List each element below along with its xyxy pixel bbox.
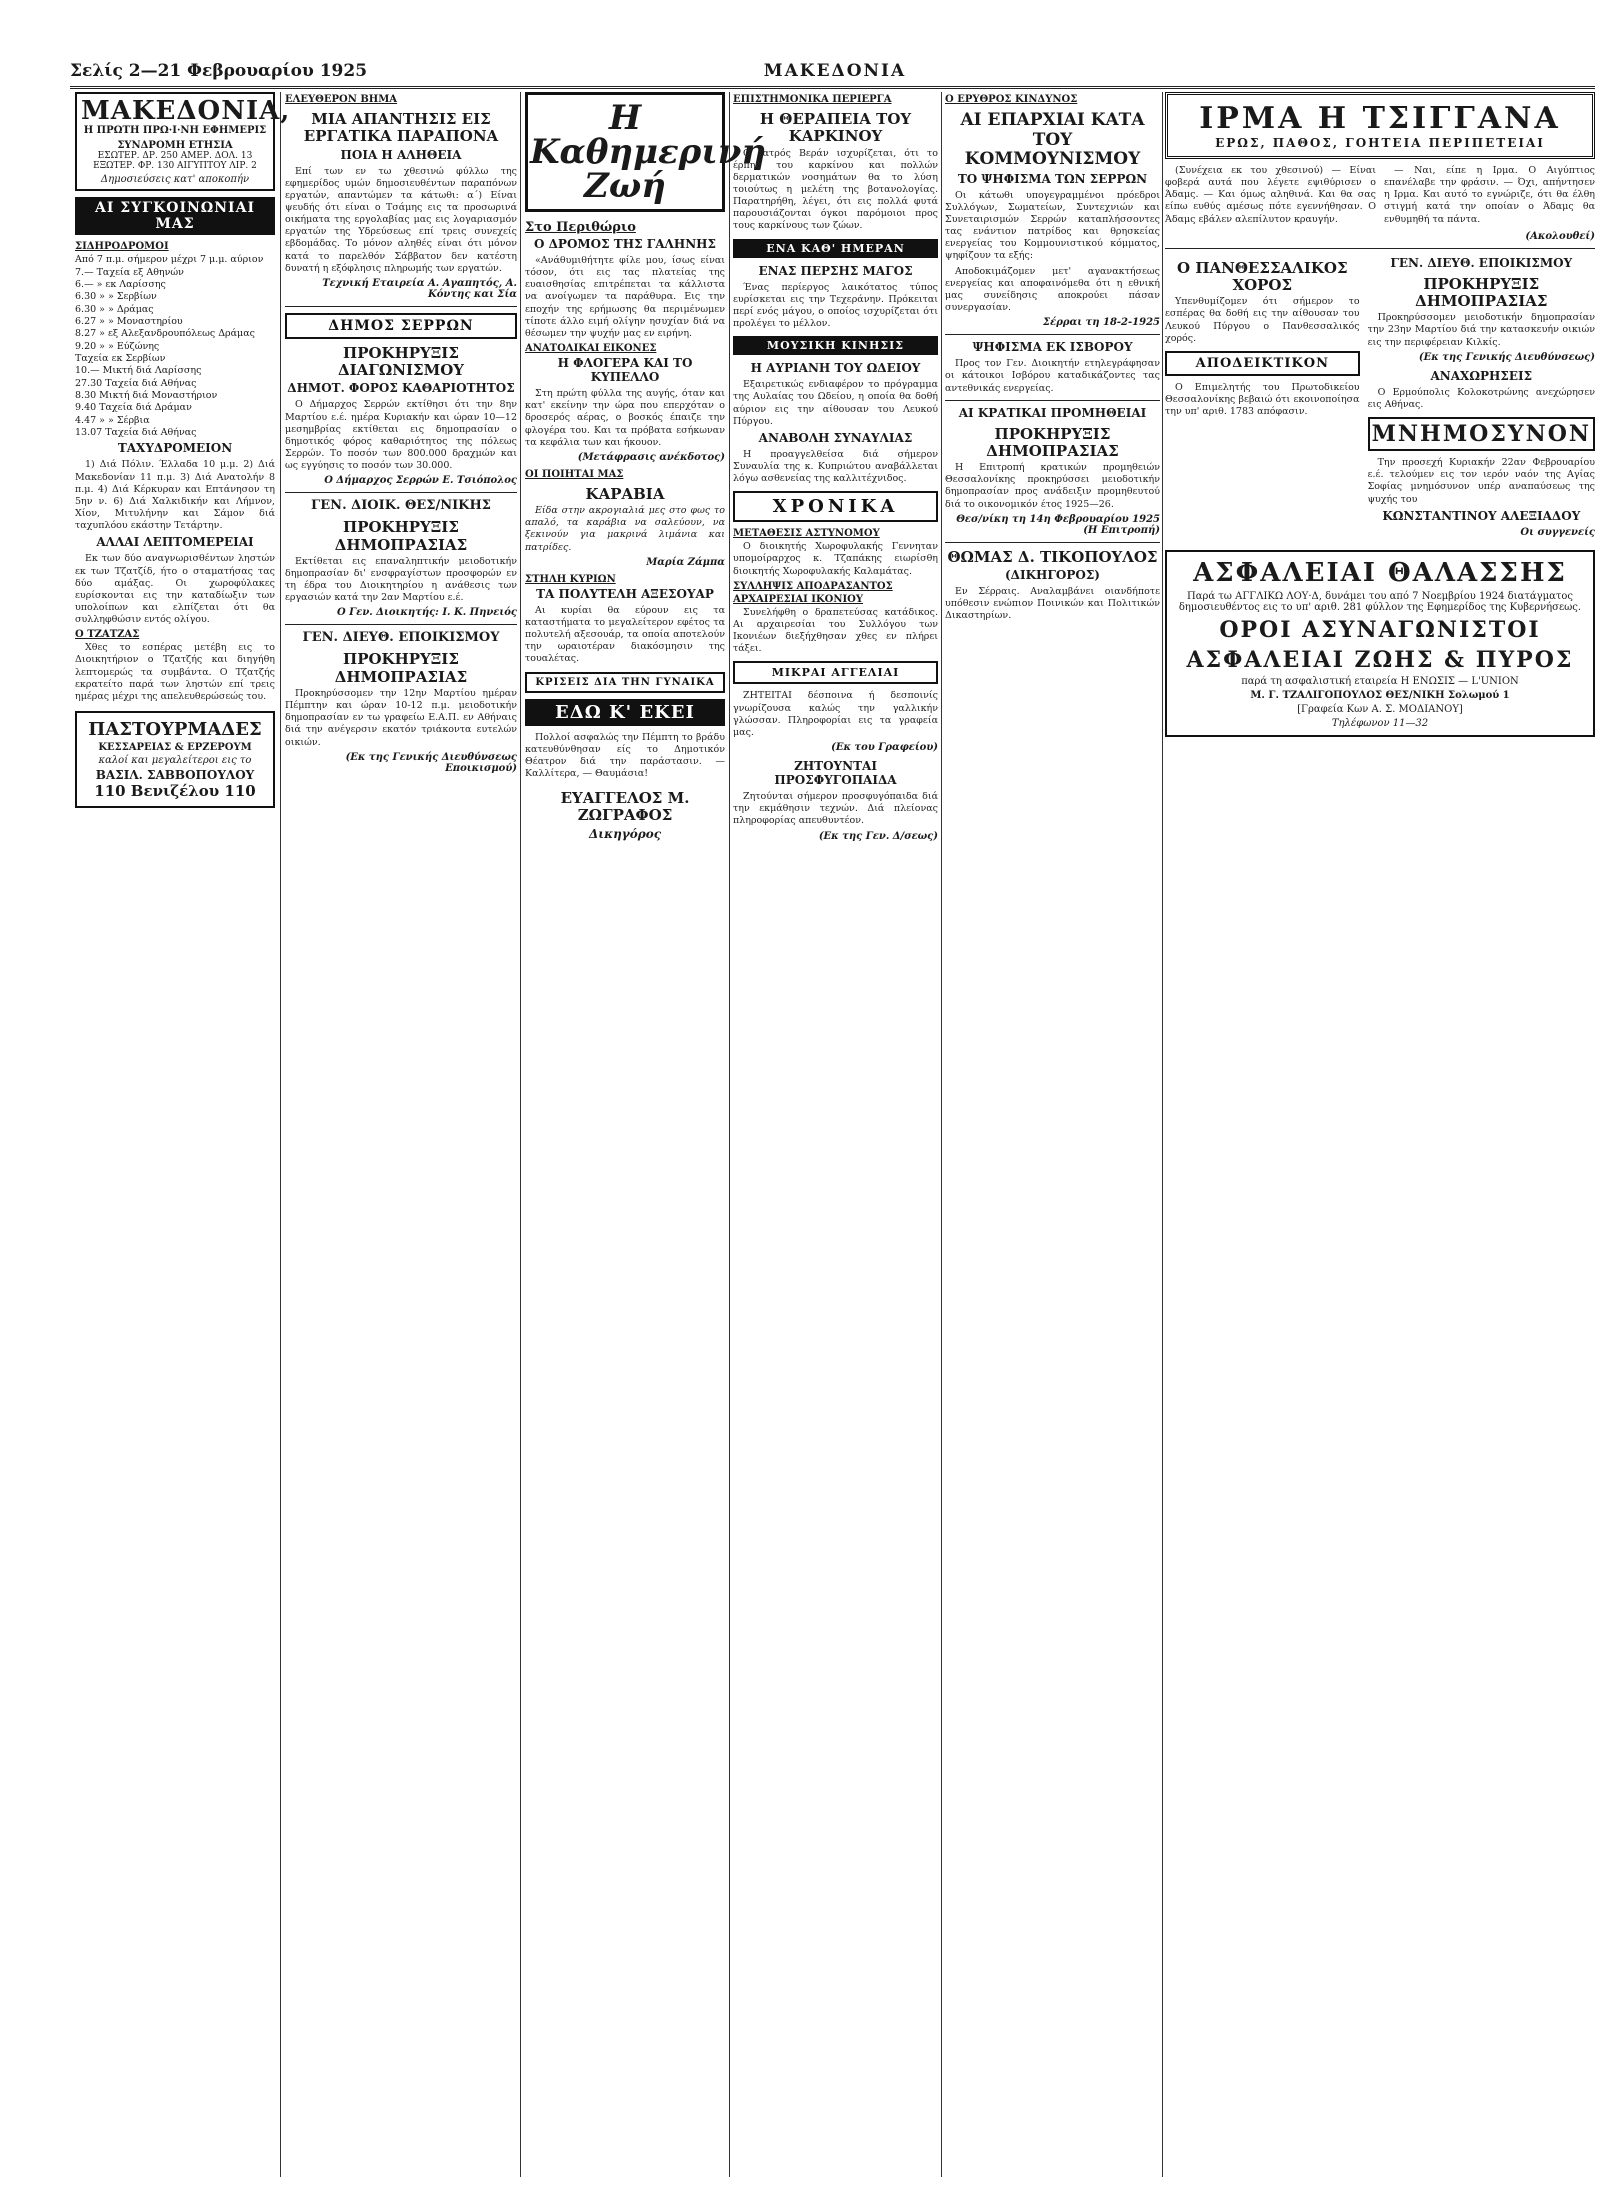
timetable-row: 9.40 Ταχεία διά Δράμαν — [75, 402, 192, 414]
notice-subhead: ΔΗΜΟΤ. ΦΟΡΟΣ ΚΑΘΑΡΙΟΤΗΤΟΣ — [287, 381, 515, 396]
article-paragraph: Η προαγγελθείσα διά σήμερον Συναυλία της κ. Κυπριώτου αναβάλλεται λόγω ασθενείας της καλλιτέχνιδος. — [733, 448, 938, 485]
ad-address: 110 Βενιζέλου 110 — [94, 782, 256, 801]
article-signature: (Μετάφρασις ανέκδοτος) — [577, 451, 725, 463]
lawyer-role: Δικηγόρος — [588, 826, 662, 841]
article-paragraph: Υπενθυμίζομεν ότι σήμερον το εσπέρας θα δοθή εις την αίθουσαν του Λευκού Πύργου ο Πανθεσσαλικός χορός. — [1165, 296, 1360, 344]
ad-text: παρά τη ασφαλιστική εταιρεία Η ΕΝΩΣΙΣ — L'UNION — [1241, 675, 1519, 687]
notice-body — [945, 462, 1160, 511]
timetable-row: 6.— » εκ Λαρίσσης — [75, 278, 166, 290]
section-banner: ΧΡΟΝΙΚΑ — [733, 491, 938, 522]
section-kicker: ΕΠΙΣΤΗΜΟΝΙΚΑ ΠΕΡΙΕΡΓΑ — [733, 94, 892, 105]
notice-title: ΓΕΝ. ΔΙΕΥΘ. ΕΠΟΙΚΙΣΜΟΥ — [302, 630, 500, 646]
article-paragraph: Πολλοί ασφαλώς την Πέμπτη το βράδυ κατευθύνθησαν είς το Δημοτικόν Θέατρον διά την παράστασιν. — Καλλίτερα, — Θαυμάσια! — [525, 731, 725, 779]
column-3 — [525, 92, 767, 2177]
ad-line: καλοί και μεγαλείτεροι εις το — [98, 755, 252, 767]
publication-note: Δημοσιεύσεις κατ' αποκοπήν — [100, 174, 250, 186]
notice-signature: Ο Δήμαρχος Σερρών Ε. Τσιόπολος — [324, 475, 517, 487]
notice-headline: ΠΡΟΚΗΡΥΞΙΣ ΔΗΜΟΠΡΑΣΙΑΣ — [334, 518, 468, 554]
nameplate — [75, 92, 291, 191]
article-body — [75, 553, 275, 626]
article-subhead: Η ΑΥΡΙΑΝΗ ΤΟΥ ΩΔΕΙΟΥ — [750, 361, 921, 376]
column-5 — [945, 92, 1160, 2177]
divider — [285, 306, 517, 307]
article-subhead: Ο ΔΡΟΜΟΣ ΤΗΣ ΓΑΛΗΝΗΣ — [533, 237, 716, 251]
article-headline: Ο ΠΑΝΘΕΣΣΑΛΙΚΟΣ ΧΟΡΟΣ — [1177, 258, 1348, 295]
serial-text — [1384, 165, 1595, 229]
article-paragraph: (Συνέχεια εκ του χθεσινού) — Είναι φοβερά αυτά που λέγετε εψιθύρισεν ο Άδαμς. — Και όμως αληθινά. Και θα σας είπω ευθύς αμέσως πότε εγεννήθησαν. Ο Άδαμς εβάλεν αλεπίλυτον κραυγήν. — [1165, 165, 1376, 225]
notice-body — [1368, 312, 1595, 348]
serial-text — [1165, 165, 1376, 229]
article-headline: ΜΙΑ ΑΠΑΝΤΗΣΙΣ ΕΙΣ ΕΡΓΑΤΙΚΑ ΠΑΡΑΠΟΝΑ — [303, 110, 499, 146]
notice-title: ΓΕΝ. ΔΙΟΙΚ. ΘΕΣ/ΝΙΚΗΣ — [311, 498, 491, 514]
article-paragraph: Συνελήφθη ο δραπετεύσας κατάδικος. Αι αρχαιρεσίαι του Συλλόγου των Ικονιέων διεξήχθησαν χθες εν πλήρει τάξει. — [733, 606, 938, 655]
section-kicker: ΟΙ ΠΟΙΗΤΑΙ ΜΑΣ — [525, 468, 624, 480]
article-headline: ΑΙ ΕΠΑΡΧΙΑΙ ΚΑΤΑ ΤΟΥ ΚΟΜΜΟΥΝΙΣΜΟΥ — [960, 110, 1145, 170]
article-paragraph: Ο διοικητής Χωροφυλακής Γεννηταν υπομοίραρχος κ. Τζαπάκης ειωρίσθη διοικητής Χωροφυλακής Καλαμάτας. — [733, 541, 938, 577]
timetable-row: Ταχεία εκ Σερβίων — [75, 353, 166, 365]
article-body — [1368, 387, 1595, 411]
divider — [285, 492, 517, 493]
article-body — [733, 690, 938, 739]
masthead-rule — [70, 86, 1595, 89]
article-paragraph: ΖΗΤΕΙΤΑΙ δέσποινα ή δεσποινίς γνωρίζουσα καλώς την γαλλικήν γλώσσαν. Πληροφορίαι εις τα γραφεία μας. — [733, 690, 938, 738]
article-body — [945, 358, 1160, 394]
section-kicker: ΑΝΑΤΟΛΙΚΑΙ ΕΙΚΟΝΕΣ — [525, 343, 657, 355]
article-paragraph: Στη πρώτη φύλλα της αυγής, όταν και κατ' εκείνην την ώρα που επερχόταν ο δροσερός αέρας, ο βοσκός έπαιζε την φλογέρα του. Και τα πρόβατα εσήκωναν τα κεφάλια των και ήκουον. — [525, 388, 725, 448]
article-body — [1165, 382, 1360, 418]
article-paragraph: 1) Διά Πόλιν. Έλλαδα 10 μ.μ. 2) Διά Μακεδονίαν 11 π.μ. 3) Διά Ανατολήν 8 π.μ. 4) Διά Κέρκυραν και Επτάνησον τη 5ην ν. 6) Διά Χαλκιδικήν και Λήμνον, Χίον, Μιτυλήνην και Σάμον διά ταχυπλόου εκάστην Τετάρτην. — [75, 459, 275, 532]
serial-columns — [1165, 165, 1595, 229]
notice-signature: (Εκ της Γενικής Διευθύνσεως) — [1418, 351, 1595, 363]
nameplate-subtitle: Η ΠΡΩΤΗ ΠΡΩ·Ι·ΝΗ ΕΦΗΜΕΡΙΣ — [83, 125, 267, 137]
poem-signature: Μαρία Ζάμπα — [646, 556, 725, 568]
serial-continued: (Ακολουθεί) — [1525, 230, 1595, 242]
ad-text: Μ. Γ. ΤΖΑΛΙΓΟΠΟΥΛΟΣ ΘΕΣ/ΝΙΚΗ Σολωμού 1 — [1250, 689, 1510, 701]
section-kicker: ΣΥΛΛΗΨΙΣ ΑΠΟΔΡΑΣΑΝΤΟΣ — [733, 580, 893, 592]
section-banner: ΕΔΩ Κ' ΕΚΕΙ — [525, 699, 725, 726]
ad-text: Παρά τω ΑΓΓΛΙΚΩ ΛΟΥ·Δ, δυνάμει του από 7 Νοεμβρίου 1924 διατάγματος δημοσιευθέντος εις το υπ' αριθ. 281 φύλλον της Εφημερίδος της Κυβερνήσεως. — [1178, 590, 1582, 613]
section-kicker: ΜΕΤΑΘΕΣΙΣ ΑΣΤΥΝΟΜΟΥ — [733, 528, 880, 540]
notice-body — [285, 688, 517, 749]
timetable-row: 6.27 » » Μοναστηρίου — [75, 316, 183, 328]
notice-banner: ΔΗΜΟΣ ΣΕΡΡΩΝ — [285, 313, 517, 339]
article-paragraph: «Ανάθυμιθήτητε φίλε μου, ίσως είναι τόσον, ότι εις τας πλατείας της ευαισθησίας επιτρέπεται τα κάλλιστα να ανοίγωμεν τα παράθυρα. Εις την εποχήν της ερήμωσης θα περιμένωμεν τίποτε άλλο ειμή ολίγην ησυχίαν διά να θέσωμεν την ψυχήν μας εν ειρήνη. — [525, 255, 725, 339]
notice-body — [285, 399, 517, 472]
notice-headline: ΠΡΟΚΗΡΥΞΙΣ ΔΗΜΟΠΡΑΣΙΑΣ — [334, 650, 468, 686]
section-subhead: ΑΛΛΑΙ ΛΕΠΤΟΜΕΡΕΙΑΙ — [96, 535, 254, 550]
section-banner: ΚΡΙΣΕΙΣ ΔΙΑ ΤΗΝ ΓΥΝΑΙΚΑ — [525, 672, 725, 693]
article-subhead: ΑΝΑΧΩΡΗΣΕΙΣ — [1430, 368, 1533, 383]
section-banner: ΑΙ ΣΥΓΚΟΙΝΩΝΙΑΙ ΜΑΣ — [75, 197, 275, 235]
section-kicker: Ο ΕΡΥΘΡΟΣ ΚΙΝΔΥΝΟΣ — [945, 94, 1078, 105]
divider — [285, 624, 517, 625]
article-body — [733, 541, 938, 577]
article-body — [945, 190, 1160, 315]
article-body — [525, 255, 725, 340]
divider — [945, 542, 1160, 543]
lawyer-name: ΕΥΑΓΓΕΛΟΣ Μ. ΖΩΓΡΑΦΟΣ — [560, 789, 690, 825]
insurance-advertisement — [1165, 550, 1595, 737]
section-title: Η Καθημερινή Ζωή — [530, 98, 767, 206]
article-paragraph: Αι κυρίαι θα εύρουν εις τα καταστήματα το μεγαλείτερον εφέτος τα πολυτελή αξεσουάρ, τα οποία αποτελούν την ωραιοτέραν διακόσμησιν της τουαλέτας. — [525, 604, 725, 665]
article-paragraph: Εν Σέρραις. Αναλαμβάνει οιανδήποτε υπόθεσιν ενώπιον Ποινικών και Πολιτικών Δικαστηρίων. — [945, 586, 1160, 622]
article-body — [1165, 296, 1360, 345]
article-paragraph: Προς τον Γεν. Διοικητήν ετηλεγράφησαν οι κάτοικοι Ισβόρου καταδικάζοντες τας αντεθνικάς ενεργείας. — [945, 358, 1160, 394]
section-kicker: Ο ΤΖΑΤΖΑΣ — [75, 629, 140, 641]
article-subhead: ΠΟΙΑ Η ΑΛΗΘΕΙΑ — [340, 147, 462, 162]
article-subhead: Η ΦΛΟΓΕΡΑ ΚΑΙ ΤΟ ΚΥΠΕΛΛΟ — [557, 356, 693, 385]
poem-body — [525, 505, 725, 554]
article-body — [525, 388, 725, 449]
page-masthead — [70, 60, 1600, 82]
timetable-row: 6.30 » » Σερβίων — [75, 291, 157, 303]
timetable-row: 27.30 Ταχεία διά Αθήνας — [75, 377, 197, 389]
article-body — [525, 605, 725, 666]
column-divider — [729, 92, 730, 2177]
column-divider — [1162, 92, 1163, 2177]
column-divider — [941, 92, 942, 2177]
ad-subtitle: ΚΕΣΣΑΡΕΙΑΣ & ΕΡΖΕΡΟΥΜ — [98, 742, 252, 754]
ad-title: ΑΣΦΑΛΕΙΑΙ ΖΩΗΣ & ΠΥΡΟΣ — [1186, 646, 1574, 673]
article-paragraph: Εκ των δύο αναγνωρισθέντων ληστών εκ των Τζατζίδ, ήτο ο σταματήσας τας δύο αμάξας. Οι χωροφύλακες ευρίσκονται εις την καταδίωξιν των υπολοίπων και ελπίζεται ότι θα συλληφθώσιν εντός ολίγου. — [75, 553, 275, 626]
article-subhead: ΤΟ ΨΗΦΙΣΜΑ ΤΩΝ ΣΕΡΡΩΝ — [957, 171, 1148, 186]
section-title-box — [525, 92, 767, 212]
serial-title: ΙΡΜΑ Η ΤΣΙΓΓΑΝΑ — [1199, 101, 1561, 136]
divider — [1165, 248, 1595, 249]
article-signature: Σέρραι τη 18-2-1925 — [1043, 317, 1160, 329]
article-body — [733, 607, 938, 656]
article-paragraph: Ο Ερμούπολις Κολοκοτρώνης ανεχώρησεν εις Αθήνας. — [1367, 386, 1595, 410]
ad-title: ΠΑΣΤΟΥΡΜΑΔΕΣ — [88, 719, 262, 741]
notice-headline: ΠΡΟΚΗΡΥΞΙΣ ΔΗΜΟΠΡΑΣΙΑΣ — [986, 424, 1119, 460]
article-paragraph: Εκτίθεται εις επαναληπτικήν μειοδοτικήν δημοπρασίαν δι' ενσφραγίστων προσφορών εν τη έδρα του Διοικητηρίου η ανάθεσις των εργασιών κατά την 2αν Μαρτίου ε.έ. — [285, 555, 517, 604]
rail-timetable — [75, 254, 275, 439]
article-subhead: ΕΝΑΣ ΠΕΡΣΗΣ ΜΑΓΟΣ — [758, 263, 913, 278]
timetable-row: 8.30 Μικτή διά Μοναστήριον — [75, 390, 218, 402]
column-divider — [520, 92, 521, 2177]
article-headline: Η ΘΕΡΑΠΕΙΑ ΤΟΥ ΚΑΡΚΙΝΟΥ — [759, 110, 912, 146]
article-paragraph: Αποδοκιμάζομεν μετ' αγανακτήσεως ενεργείας και αποφαινόμεθα ότι η εθνική μας συνείδησις αποκρούει πάσαν συνεργασίαν. — [945, 265, 1160, 314]
article-paragraph: Η Επιτροπή κρατικών προμηθειών Θεσσαλονίκης προκηρύσσει μειοδοτικήν δημοπρασίαν προς ανάδειξιν προμηθευτού διά το οικονομικόν έτος 1925—26. — [945, 462, 1160, 510]
column-6 — [1165, 92, 1595, 2177]
article-subhead: ΑΝΑΒΟΛΗ ΣΥΝΑΥΛΙΑΣ — [758, 430, 913, 445]
section-banner: ΕΝΑ ΚΑΘ' ΗΜΕΡΑΝ — [733, 239, 938, 258]
article-paragraph: Χθες το εσπέρας μετέβη εις το Διοικητήριον ο Τζατζής και διηγήθη λεπτομερώς τα συμβάντα. Ο Τζατζής εκρατείτο παρά των ληστών επί τρεις ημέρας μέχρι της απελευθερώσεώς του. — [75, 642, 275, 702]
section-kicker: ΣΙΔΗΡΟΔΡΟΜΟΙ — [75, 241, 169, 253]
ad-text: [Γραφεία Κων Α. Σ. ΜΟΔΙΑΝΟΥ] — [1297, 703, 1463, 715]
lower-columns — [1165, 254, 1595, 544]
timetable-row: 10.— Μικτή διά Λαρίσσης — [75, 365, 202, 377]
masthead-title: ΜΑΚΕΔΟΝΙΑ — [763, 61, 907, 81]
section-banner: ΜΟΥΣΙΚΗ ΚΙΝΗΣΙΣ — [733, 336, 938, 355]
article-paragraph: Την προσεχή Κυριακήν 22αν Φεβρουαρίου ε.έ. τελούμεν εις τον ιερόν ναόν της Αγίας Σοφίας μνημόσυνον υπέρ αναπαύσεως της ψυχής του — [1367, 457, 1595, 505]
section-kicker: ΕΛΕΥΘΕΡΟΝ ΒΗΜΑ — [285, 94, 398, 105]
subscription-label: ΣΥΝΔΡΟΜΗ ΕΤΗΣΙΑ — [117, 140, 233, 152]
ad-title: ΟΡΟΙ ΑΣΥΝΑΓΩΝΙΣΤΟΙ — [1219, 616, 1541, 643]
article-headline: ΚΑΡΑΒΙΑ — [585, 484, 665, 503]
timetable-row: 9.20 » » Εύζώνης — [75, 340, 160, 352]
article-subhead: ΨΗΦΙΣΜΑ ΕΚ ΙΣΒΟΡΟΥ — [972, 340, 1133, 355]
subscription-line: ΕΣΩΤΕΡ. ΔΡ. 250 ΑΜΕΡ. ΔΟΛ. 13 — [97, 151, 253, 162]
serial-title-box — [1165, 92, 1595, 159]
column-1 — [75, 92, 291, 2177]
column-2 — [285, 92, 517, 2177]
notice-signature: Θεσ/νίκη τη 14η Φεβρουαρίου 1925 (Η Επιτροπή) — [956, 513, 1160, 536]
divider — [945, 334, 1160, 335]
timetable-row: 6.30 » » Δράμας — [75, 303, 154, 315]
article-signature: (Εκ του Γραφείου) — [831, 742, 938, 754]
divider — [945, 400, 1160, 401]
section-kicker: ΑΡΧΑΙΡΕΣΙΑΙ ΙΚΟΝΙΟΥ — [733, 593, 864, 605]
article-paragraph: Είδα στην ακρογιαλιά μες στο φως το απαλό, τα καράβια να σαλεύουν, να ξεκινούν για μακρινά λιμάνια και πατρίδες. — [525, 505, 725, 553]
notice-signature: Ο Γεν. Διοικητής: Ι. Κ. Πηνειός — [336, 607, 517, 619]
ad-phone: Τηλέφωνον 11—32 — [1331, 717, 1429, 729]
lower-right — [1368, 254, 1595, 544]
article-subhead: ΑΙ ΚΡΑΤΙΚΑΙ ΠΡΟΜΗΘΕΙΑΙ — [958, 405, 1147, 420]
lawyer-name: ΘΩΜΑΣ Δ. ΤΙΚΟΠΟΥΛΟΣ — [947, 547, 1158, 566]
article-body — [75, 459, 275, 532]
section-banner: ΑΠΟΔΕΙΚΤΙΚΟΝ — [1165, 351, 1360, 376]
section-banner: ΜΙΚΡΑΙ ΑΓΓΕΛΙΑΙ — [733, 661, 938, 684]
article-body — [733, 282, 938, 331]
article-paragraph: Επί των εν τω χθεσινώ φύλλω της εφημερίδος υμών δημοσιευθέντων παραπόνων εργατών, απαντώμεν τα κάτωθι: α΄) Είναι ψευδής ότι είναι ο Τσάμης εις τα προσωρινά οικήματα της εργολαβίας μας εις λογαριασμόν εργατών της Υδρεύσεως επί τρεις συνεχείς εβδομάδας. Το μόνον αληθές είναι ότι μόνον κατά το παρελθόν Σάββατον δεν κατέστη δυνατή η εξόφλησις πληρωμής των εργατών. — [285, 165, 517, 274]
column-4 — [733, 92, 938, 2177]
section-kicker: Στο Περιθώριο — [525, 220, 636, 235]
column-divider — [280, 92, 281, 2177]
serial-subtitle: ΕΡΩΣ, ΠΑΘΟΣ, ΓΟΗΤΕΙΑ ΠΕΡΙΠΕΤΕΙΑΙ — [1215, 136, 1545, 150]
memorial-name: ΚΩΝΣΤΑΝΤΙΝΟΥ ΑΛΕΞΙΑΔΟΥ — [1382, 508, 1581, 523]
timetable-row: 13.07 Ταχεία διά Αθήνας — [75, 427, 197, 439]
lawyer-role: (ΔΙΚΗΓΟΡΟΣ) — [1005, 568, 1100, 583]
article-paragraph: Ο Ιατρός Βεράν ισχυρίζεται, ότι το έρπης του καρκίνου και πολλών δερματικών νοσημάτων θα το λύση τοιούτως η μελέτη της βοτανολογίας. Παρατηρήθη, λέγει, ότι εις πολλά φυτά παρουσιάζονται όγκοι παρόμοιοι προς τους καρκίνους των ζώων. — [733, 147, 938, 232]
advertisement — [75, 711, 275, 808]
article-subhead: ΤΑ ΠΟΛΥΤΕΛΗ ΑΞΕΣΟΥΑΡ — [536, 586, 714, 601]
memorial-signature: Οι συγγενείς — [1520, 526, 1595, 538]
timetable-row: 7.— Ταχεία εξ Αθηνών — [75, 266, 184, 278]
article-signature: (Εκ της Γεν. Δ/σεως) — [818, 830, 938, 842]
article-body — [733, 791, 938, 827]
nameplate-title: ΜΑΚΕΔΟΝΙΑ, — [81, 96, 291, 126]
memorial-text — [1368, 457, 1595, 506]
article-paragraph: Προκηρύσσομεν την 12ην Μαρτίου ημέραν Πέμπτην και ώραν 10-12 π.μ. μειοδοτικήν δημοπρασίαν εν τω γραφείω Ε.Α.Π. εν Αθήναις διά την ανέγερσιν εκατόν τριάκοντα ευτελών οικιών. — [285, 687, 517, 748]
ad-shop: ΒΑΣΙΛ. ΣΑΒΒΟΠΟΥΛΟΥ — [95, 768, 255, 783]
memorial-title: ΜΝΗΜΟΣΥΝΟΝ — [1368, 417, 1595, 451]
article-paragraph: Ζητούνται σήμερον προσφυγόπαιδα διά την εκμάθησιν τεχνών. Διά πλείονας πληροφορίας απευθυντέον. — [733, 791, 938, 827]
article-body — [733, 449, 938, 485]
section-kicker: ΣΤΗΛΗ ΚΥΡΙΩΝ — [525, 573, 616, 585]
timetable-row: Από 7 π.μ. σήμερον μέχρι 7 μ.μ. αύριον — [75, 254, 264, 266]
timetable-row: 8.27 » εξ Αλεξανδρουπόλεως Δράμας — [75, 328, 255, 340]
article-signature: Τεχνική Εταιρεία Α. Αγαπητός, Α. Κόντης και Σία — [322, 277, 517, 300]
notice-headline: ΠΡΟΚΗΡΥΞΙΣ ΔΙΑΓΩΝΙΣΜΟΥ — [337, 343, 464, 380]
article-body — [733, 379, 938, 428]
masthead-date: Σελίς 2—21 Φεβρουαρίου 1925 — [70, 61, 368, 81]
subscription-line: ΕΞΩΤΕΡ. ΦΡ. 130 ΑΙΓΥΠΤΟΥ ΛΙΡ. 2 — [93, 161, 257, 172]
section-subhead: ΤΑΧΥΔΡΟΜΕΙΟΝ — [117, 441, 233, 456]
notice-body — [285, 556, 517, 605]
ad-title: ΑΣΦΑΛΕΙΑΙ ΘΑΛΑΣΣΗΣ — [1193, 557, 1567, 588]
notice-headline: ΠΡΟΚΗΡΥΞΙΣ ΔΗΜΟΠΡΑΣΙΑΣ — [1415, 274, 1548, 311]
article-body — [733, 148, 938, 233]
article-body — [285, 166, 517, 275]
article-paragraph: Οι κάτωθι υπογεγραμμένοι πρόεδροι Συλλόγων, Σωματείων, Συντεχνιών και Συνεταιρισμών Σερρών καταπλήσσοντες τας ενάντιον πατρίδος και θρησκείας ενεργείας του Κομμουνιστικού κόμματος, ψηφίζουν τα εξής: — [945, 189, 1160, 262]
article-paragraph: Ένας περίεργος λαικότατος τύπος ευρίσκεται εις την Τεχεράνην. Πρόκειται περί ενός μάγου, ο οποίος ισχυρίζεται ότι προλέγει το μέλλον. — [733, 281, 938, 330]
notice-signature: (Εκ της Γενικής Διευθύνσεως Εποικισμού) — [345, 751, 517, 774]
article-paragraph: Ο Επιμελητής του Πρωτοδικείου Θεσσαλονίκης βεβαιώ ότι εκοινοποίησα την υπ' αριθ. 1783 απόφασιν. — [1165, 381, 1360, 418]
lawyer-text — [945, 586, 1160, 622]
article-subhead: ΖΗΤΟΥΝΤΑΙ ΠΡΟΣΦΥΓΟΠΑΙΔΑ — [774, 759, 897, 788]
article-paragraph: Προκηρύσσομεν μειοδοτικήν δημοπρασίαν την 23ην Μαρτίου διά την κατασκευήν οικιών εις την περιφέρειαν Κιλκίς. — [1367, 312, 1595, 348]
timetable-row: 4.47 » » Σέρβια — [75, 414, 150, 426]
article-body — [75, 642, 275, 703]
article-paragraph: Εξαιρετικώς ενδιαφέρον το πρόγραμμα της Αυλαίας του Ωδείου, η οποία θα δοθή αύριον εις την αίθουσαν του Λευκού Πύργου. — [733, 379, 938, 427]
article-paragraph: — Ναι, είπε η Ιρμα. Ο Αιγύπτιος επανέλαβε την φράσιν. — Όχι, απήντησεν η Ιρμα. Και αυτό το εγνώριζε, ότι θα έλθη στιγμή κατά την οποίαν ο Άδαμς θα ενθυμηθή τα πάντα. — [1384, 165, 1595, 225]
lower-left — [1165, 254, 1360, 544]
notice-title: ΓΕΝ. ΔΙΕΥΘ. ΕΠΟΙΚΙΣΜΟΥ — [1390, 255, 1573, 270]
article-paragraph: Ο Δήμαρχος Σερρών εκτίθησι ότι την 8ην Μαρτίου ε.έ. ημέρα Κυριακήν και ώραν 10—12 μεσημβρίας εκτίθεται εις δημοπρασίαν ο δημοτικός φόρος καθαριότητος της πόλεως Σερρών. Το ποσόν των 800.000 δραχμών και ως εγγύησις το ποσόν των 30.000. — [285, 399, 517, 472]
article-body — [525, 732, 725, 781]
